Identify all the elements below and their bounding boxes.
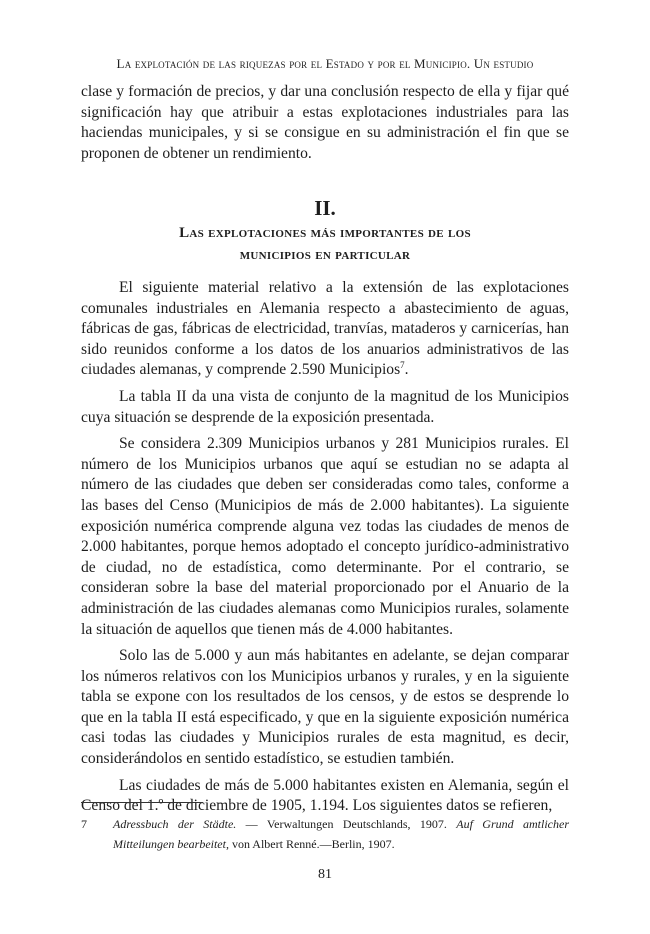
paragraph-5: Las ciudades de más de 5.000 habitantes existen en Alemania, según el Censo del 1.º de diciembre de 1905, 1.194. Los siguientes datos se refieren, [81,776,569,815]
footnote-text-1: — Verwaltungen Deutschlands, 1907. [236,817,457,831]
section-title [100,222,550,266]
footnote-text-2: von Albert Renné.—Berlin, 1907. [228,837,395,851]
paragraph-4: Solo las de 5.000 y aun más habitantes en adelante, se dejan comparar los números relativos con los Municipios urbanos y rurales, y en la siguiente tabla se expone con los resultados de los censos, y de estos se desprende lo que en la tabla II está especificado, y que en la siguiente exposición numérica casi todas las ciudades y Municipios rurales de esta magnitud, es decir, considerándolos en sentido estadístico, se estudien también. [81,647,569,768]
footnote-italic-2: Auf Grund amtlicher Mitteilungen bearbeitet, [113,817,569,851]
intro-text [81,82,569,170]
paragraph-3: Se considera 2.309 Municipios urbanos y 281 Municipios rurales. El número de los Municipios urbanos que aquí se estudian no se adapta al número de las ciudades que deben ser consideradas como tales, conforme a las bases del Censo (Municipios de más de 2.000 habitantes). La siguiente exposición numérica comprende alguna vez todas las ciudades de menos de 2.000 habitantes, porque hemos adoptado el concepto jurídico-administrativo de ciudad, no de estadística, como determinante. Por el contrario, se consideran sobre la base del material proporcionado por el Anuario de la administración de las ciudades alemanas como Municipios rurales, solamente la situación de aquellos que tienen más de 4.000 habitantes. [81,435,569,638]
intro-paragraph: clase y formación de precios, y dar una conclusión respecto de ella y fijar qué significación hay que atribuir a estas explotaciones industriales para las haciendas municipales, y si se consigue en su administración el fin que se proponen de obtener un rendimiento. [81,83,569,162]
paragraph-2: La tabla II da una vista de conjunto de la magnitud de los Municipios cuya situación se desprende de la exposición presentada. [81,387,569,426]
paragraph-1-end: . [404,361,409,379]
footnote-italic-1: Adressbuch der Städte. [113,817,237,831]
paragraph-1-text: El siguiente material relativo a la extensión de las explotaciones comunales industriales en Alemania respecto a abastecimiento de aguas, fábricas de gas, fábricas de electricidad, tranvías, mataderos y carnicerías, han sido reunidos conforme a los datos de los anuarios administrativos de las ciudades alemanas, y comprende 2.590 Municipios [81,279,569,379]
footnote-number: 7 [81,817,87,831]
footnote-ref[interactable]: 7 [400,360,405,371]
footnote-text [113,814,569,854]
running-head: La explotación de las riquezas por el Estado y por el Municipio. Un estudio [116,56,534,71]
section-title-line2: municipios en particular [239,247,411,263]
section-title-line1: Las explotaciones más importantes de los [179,225,471,241]
paragraph-1 [81,278,569,381]
page-number: 81 [318,867,332,882]
footnote [81,814,569,854]
section-numeral: II. [314,196,336,220]
main-text [81,278,569,823]
footnote-divider [81,802,203,803]
